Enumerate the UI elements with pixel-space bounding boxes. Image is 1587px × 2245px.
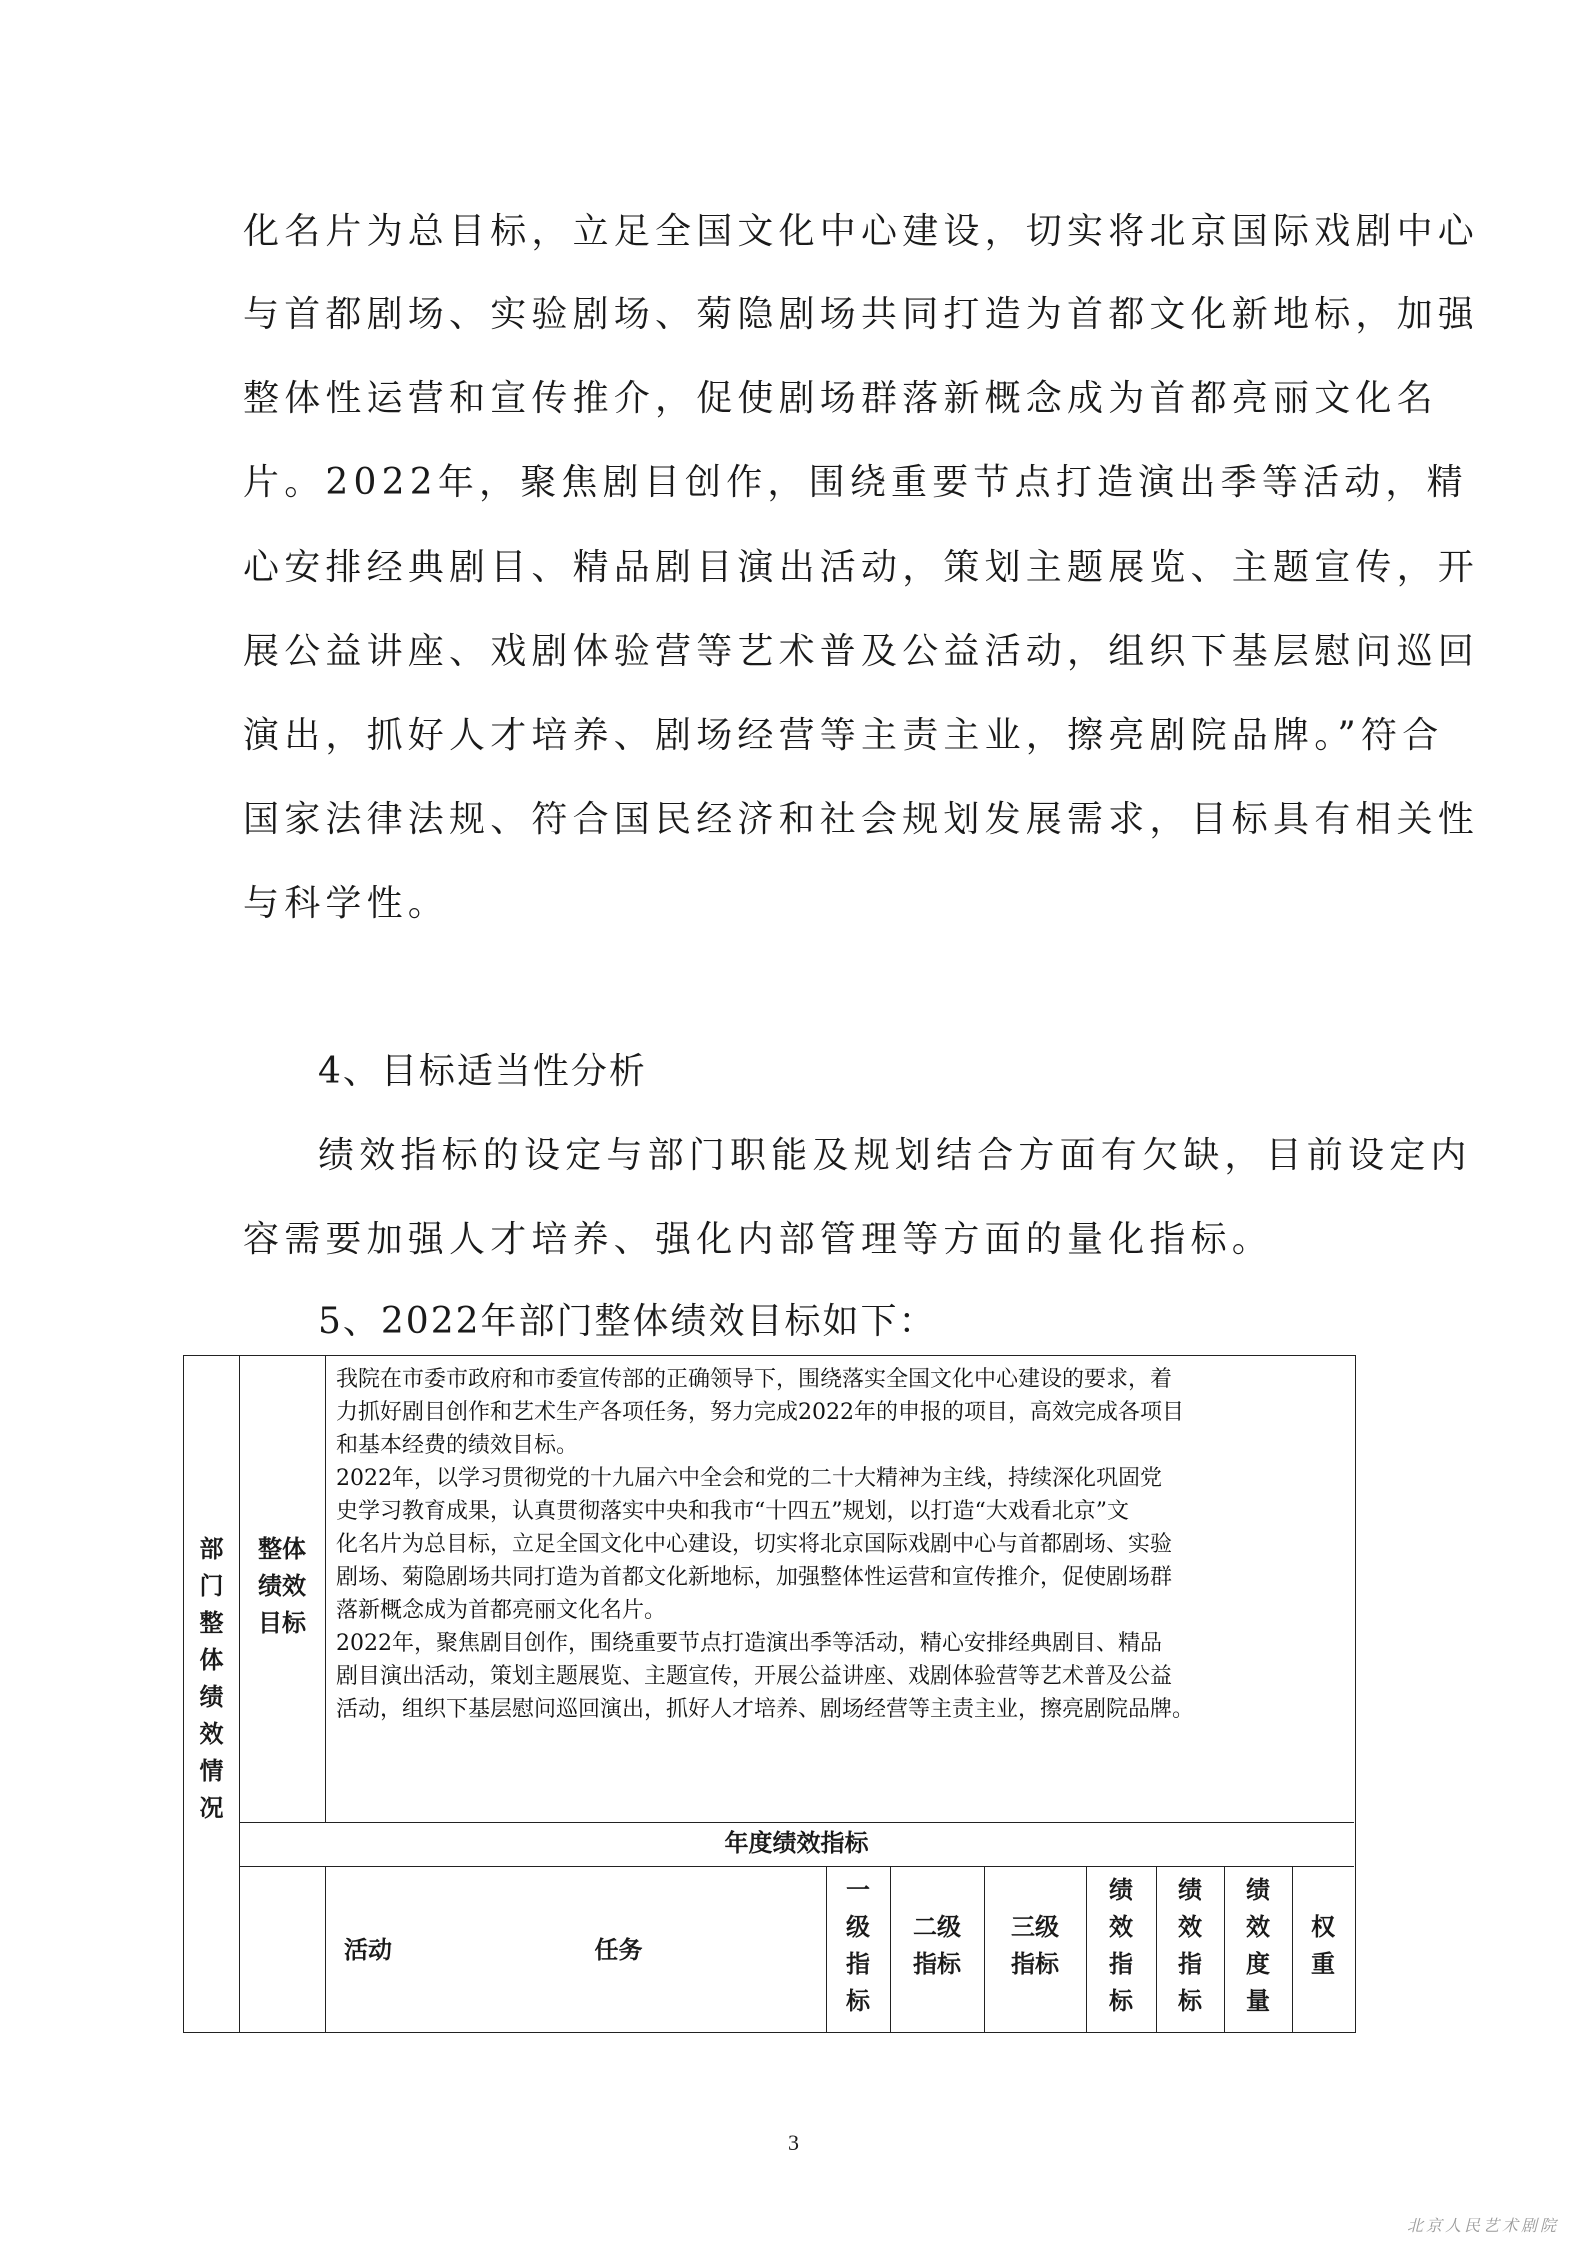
section-4-line: 绩效指标的设定与部门职能及规划结合方面有欠缺，目前设定内 <box>318 1135 1472 1176</box>
overall-goal-line: 剧目演出活动，策划主题展览、主题宣传，开展公益讲座、戏剧体验营等艺术普及公益 <box>336 1664 1173 1689</box>
page-number: 3 <box>788 2130 799 2155</box>
side-label-char: 部 <box>199 1535 224 1563</box>
col-measure-char: 绩 <box>1246 1876 1270 1904</box>
col-indicator-b <box>1156 1872 1224 2020</box>
side-label-char: 整 <box>199 1609 224 1637</box>
watermark: 北京人民艺术剧院 <box>1406 2216 1559 2235</box>
section-4-heading: 4、目标适当性分析 <box>318 1051 647 1092</box>
side-label-char: 门 <box>199 1572 224 1600</box>
side-label <box>184 1531 239 1827</box>
paragraph-line: 心安排经典剧目、精品剧目演出活动，策划主题展览、主题宣传，开 <box>243 547 1480 588</box>
col-level2 <box>890 1909 984 1983</box>
paragraph-line: 整体性运营和宣传推介，促使剧场群落新概念成为首都亮丽文化名 <box>243 378 1438 419</box>
col-indicator-b-char: 绩 <box>1178 1876 1202 1904</box>
table-divider <box>239 1356 240 2032</box>
col-activity: 活动 <box>344 1936 392 1964</box>
col-level3 <box>984 1909 1086 1983</box>
col-level3-line: 指标 <box>1011 1950 1059 1978</box>
col-level1 <box>826 1872 890 2020</box>
overall-goal-line: 和基本经费的绩效目标。 <box>336 1433 579 1458</box>
col-measure-char: 效 <box>1246 1913 1270 1941</box>
col-measure-char: 量 <box>1246 1987 1270 2015</box>
col-level1-char: 级 <box>846 1913 870 1941</box>
col-indicator-a-char: 指 <box>1109 1950 1133 1978</box>
side-label-char: 效 <box>199 1720 224 1748</box>
overall-goal-line: 我院在市委市政府和市委宣传部的正确领导下，围绕落实全国文化中心建设的要求，着 <box>336 1367 1173 1392</box>
overall-goal-label <box>239 1531 325 1642</box>
col-level1-char: 指 <box>846 1950 870 1978</box>
col-weight-char: 权 <box>1311 1913 1335 1941</box>
paragraph-line: 国家法律法规、符合国民经济和社会规划发展需求，目标具有相关性 <box>243 799 1480 840</box>
overall-goal-line: 落新概念成为首都亮丽文化名片。 <box>336 1598 667 1623</box>
col-measure <box>1224 1872 1292 2020</box>
paragraph-line: 演出，抓好人才培养、剧场经营等主责主业，擦亮剧院品牌。”符合 <box>243 715 1444 756</box>
col-indicator-a <box>1086 1872 1156 2020</box>
col-weight <box>1292 1909 1354 1983</box>
col-level1-char: 一 <box>846 1876 870 1904</box>
paragraph-line: 片。2022年，聚焦剧目创作，围绕重要节点打造演出季等活动，精 <box>243 462 1468 503</box>
overall-goal-line: 2022年，聚焦剧目创作，围绕重要节点打造演出季等活动，精心安排经典剧目、精品 <box>336 1631 1162 1656</box>
col-task: 任务 <box>594 1936 643 1964</box>
col-indicator-b-char: 标 <box>1178 1987 1202 2015</box>
col-level2-line: 指标 <box>913 1950 961 1978</box>
side-label-char: 绩 <box>199 1683 224 1711</box>
col-measure-char: 度 <box>1246 1950 1270 1978</box>
annual-indicators-header: 年度绩效指标 <box>724 1829 869 1857</box>
col-level2-line: 二级 <box>913 1913 961 1941</box>
col-indicator-b-char: 效 <box>1178 1913 1202 1941</box>
col-level3-line: 三级 <box>1011 1913 1059 1941</box>
table-divider <box>239 1822 1354 1823</box>
paragraph-line: 化名片为总目标，立足全国文化中心建设，切实将北京国际戏剧中心 <box>243 211 1480 252</box>
overall-goal-line: 力抓好剧目创作和艺术生产各项任务，努力完成2022年的申报的项目，高效完成各项目 <box>336 1400 1184 1425</box>
col-indicator-b-char: 指 <box>1178 1950 1202 1978</box>
col-indicator-a-char: 效 <box>1109 1913 1133 1941</box>
overall-goal-line: 活动，组织下基层慰问巡回演出，抓好人才培养、剧场经营等主责主业，擦亮剧院品牌。 <box>336 1697 1195 1722</box>
col-indicator-a-char: 标 <box>1109 1987 1133 2015</box>
col-weight-char: 重 <box>1311 1950 1335 1978</box>
side-label-char: 情 <box>199 1757 224 1785</box>
section-5-heading: 5、2022年部门整体绩效目标如下： <box>318 1301 937 1342</box>
side-label-char: 体 <box>199 1646 224 1674</box>
table-divider <box>239 1866 1354 1867</box>
col-indicator-a-char: 绩 <box>1109 1876 1133 1904</box>
overall-goal-text <box>336 1363 1346 1726</box>
paragraph-line: 展公益讲座、戏剧体验营等艺术普及公益活动，组织下基层慰问巡回 <box>243 631 1480 672</box>
paragraph-line: 与首都剧场、实验剧场、菊隐剧场共同打造为首都文化新地标，加强 <box>243 294 1480 335</box>
table-divider <box>325 1356 326 1822</box>
col-level1-char: 标 <box>846 1987 870 2015</box>
overall-goal-label-line: 整体 <box>258 1535 306 1563</box>
overall-goal-line: 化名片为总目标，立足全国文化中心建设，切实将北京国际戏剧中心与首都剧场、实验 <box>336 1532 1173 1557</box>
overall-goal-label-line: 绩效 <box>258 1572 306 1600</box>
overall-goal-line: 史学习教育成果，认真贯彻落实中央和我市“十四五”规划，以打造“大戏看北京”文 <box>336 1499 1129 1524</box>
section-4-line: 容需要加强人才培养、强化内部管理等方面的量化指标。 <box>243 1219 1274 1260</box>
paragraph-line: 与科学性。 <box>243 883 450 924</box>
overall-goal-line: 剧场、菊隐剧场共同打造为首都文化新地标，加强整体性运营和宣传推介，促使剧场群 <box>336 1565 1173 1590</box>
overall-goal-label-line: 目标 <box>258 1609 306 1637</box>
overall-goal-line: 2022年，以学习贯彻党的十九届六中全会和党的二十大精神为主线，持续深化巩固党 <box>336 1466 1162 1491</box>
side-label-char: 况 <box>199 1794 224 1822</box>
